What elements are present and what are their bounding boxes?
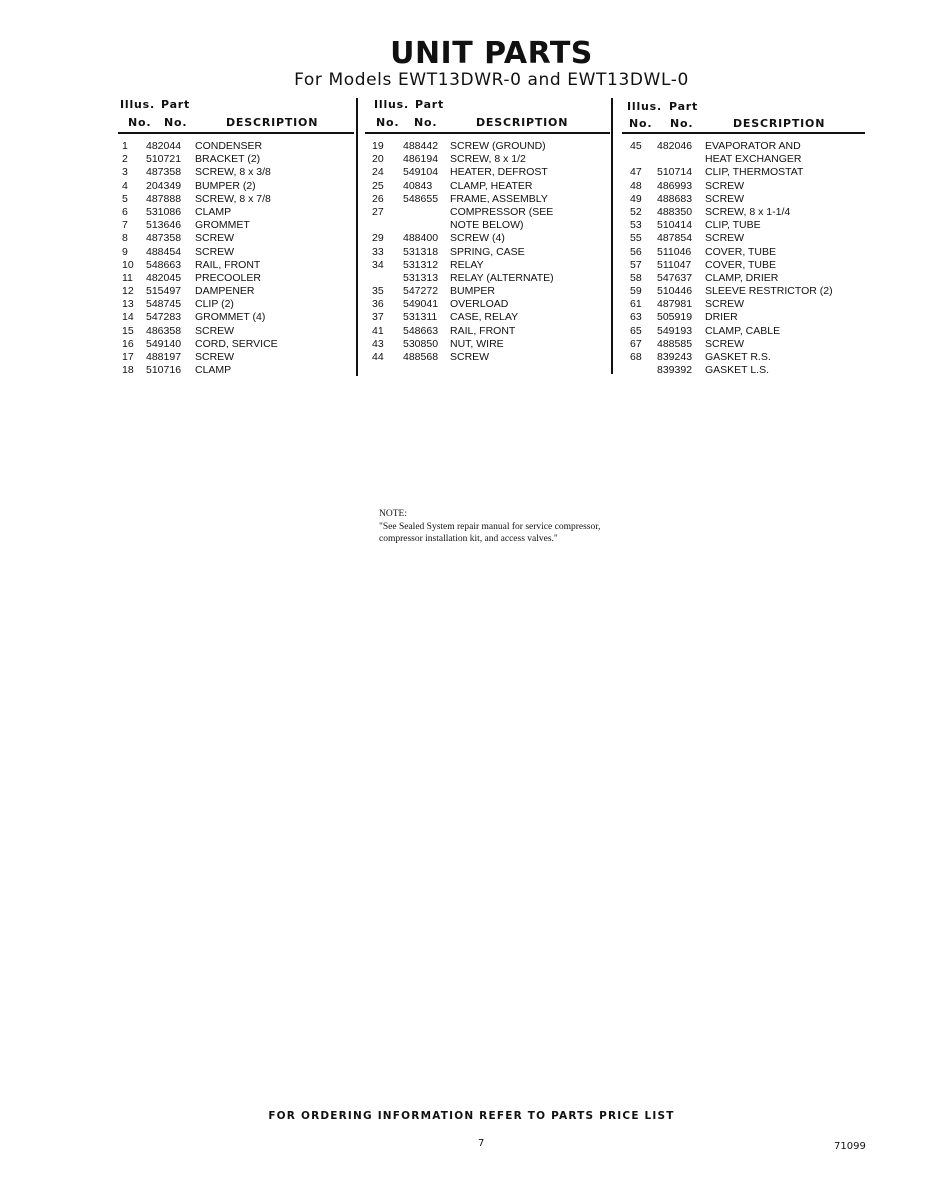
header-part: Part bbox=[415, 98, 445, 111]
part-description: HEAT EXCHANGER bbox=[705, 153, 802, 166]
part-number: 487854 bbox=[657, 232, 693, 245]
illus-number: 59 bbox=[630, 285, 642, 298]
illus-number: 14 bbox=[122, 311, 134, 324]
part-description: CLIP, THERMOSTAT bbox=[705, 166, 804, 179]
illus-number: 27 bbox=[372, 205, 384, 218]
illus-number: 12 bbox=[122, 285, 134, 298]
part-description: CLAMP, HEATER bbox=[450, 179, 533, 192]
illus-number: 57 bbox=[630, 258, 642, 271]
illus-number: 41 bbox=[372, 324, 384, 337]
note-text: "See Sealed System repair manual for service compressor, compressor installation kit, and access valves." bbox=[379, 521, 601, 544]
illus-number: 29 bbox=[372, 232, 384, 245]
part-number: 40843 bbox=[403, 179, 433, 192]
illus-number: 24 bbox=[372, 166, 384, 179]
part-description: GASKET R.S. bbox=[705, 351, 771, 363]
header-description: DESCRIPTION bbox=[733, 117, 826, 130]
part-number: 547637 bbox=[657, 271, 693, 284]
part-description: SCREW (4) bbox=[450, 232, 505, 245]
part-description: DRIER bbox=[705, 311, 738, 324]
part-description: SCREW, 8 x 1-1/4 bbox=[705, 205, 791, 218]
illus-number: 58 bbox=[630, 271, 642, 284]
illus-number: 49 bbox=[630, 192, 642, 205]
part-description: CASE, RELAY bbox=[450, 311, 519, 324]
part-description: NUT, WIRE bbox=[450, 337, 504, 350]
part-number: 511047 bbox=[657, 258, 692, 271]
illus-number: 2 bbox=[122, 153, 128, 166]
illus-number: 25 bbox=[372, 179, 384, 192]
part-description: NOTE BELOW) bbox=[450, 219, 524, 232]
part-description: OVERLOAD bbox=[450, 298, 509, 311]
part-number: 488454 bbox=[146, 245, 182, 258]
illus-number: 1 bbox=[122, 140, 128, 152]
illus-number: 65 bbox=[630, 324, 642, 337]
part-description: CONDENSER bbox=[195, 140, 263, 152]
illus-number: 37 bbox=[372, 311, 384, 324]
illus-number: 16 bbox=[122, 337, 134, 350]
part-description: CLAMP, DRIER bbox=[705, 271, 779, 284]
part-number: 487358 bbox=[146, 166, 182, 179]
note-block bbox=[379, 508, 619, 546]
part-number: 486194 bbox=[403, 153, 439, 166]
header-description: DESCRIPTION bbox=[226, 116, 319, 129]
part-description: RELAY bbox=[450, 258, 484, 271]
header-illus: Illus. bbox=[120, 98, 155, 111]
illus-number: 43 bbox=[372, 337, 384, 350]
part-number: 513646 bbox=[146, 219, 182, 232]
header-part: Part bbox=[669, 100, 699, 113]
part-number: 531086 bbox=[146, 205, 182, 218]
part-description: CLIP, TUBE bbox=[705, 219, 761, 232]
illus-number: 13 bbox=[122, 298, 134, 311]
illus-number: 20 bbox=[372, 153, 384, 166]
part-description: SCREW bbox=[705, 232, 745, 245]
part-description: CLIP (2) bbox=[195, 298, 234, 311]
part-number: 530850 bbox=[403, 337, 439, 350]
document-code: 71099 bbox=[834, 1141, 866, 1152]
illus-number: 48 bbox=[630, 179, 642, 192]
part-number: 548663 bbox=[403, 324, 439, 337]
part-number: 488442 bbox=[403, 140, 439, 152]
illus-number: 44 bbox=[372, 351, 384, 363]
illus-number: 35 bbox=[372, 285, 384, 298]
part-number: 486993 bbox=[657, 179, 693, 192]
header-description: DESCRIPTION bbox=[476, 116, 569, 129]
header-part: Part bbox=[161, 98, 191, 111]
illus-number: 47 bbox=[630, 166, 642, 179]
illus-number: 36 bbox=[372, 298, 384, 311]
part-number: 505919 bbox=[657, 311, 693, 324]
part-description: DAMPENER bbox=[195, 285, 255, 298]
page-subtitle: For Models EWT13DWR-0 and EWT13DWL-0 bbox=[294, 70, 689, 90]
part-number: 531313 bbox=[403, 271, 439, 284]
part-number: 549104 bbox=[403, 166, 439, 179]
part-number: 510721 bbox=[146, 153, 182, 166]
part-description: SPRING, CASE bbox=[450, 245, 525, 258]
part-number: 515497 bbox=[146, 285, 182, 298]
part-number: 547272 bbox=[403, 285, 439, 298]
header-rule bbox=[365, 132, 610, 134]
part-description: SCREW bbox=[705, 337, 745, 350]
illus-number: 7 bbox=[122, 219, 128, 232]
part-description: FRAME, ASSEMBLY bbox=[450, 192, 548, 205]
page-title: UNIT PARTS bbox=[390, 36, 593, 71]
page-number: 7 bbox=[478, 1138, 485, 1149]
part-description: SCREW, 8 x 7/8 bbox=[195, 192, 271, 205]
illus-number: 52 bbox=[630, 205, 642, 218]
illus-number: 26 bbox=[372, 192, 384, 205]
part-number: 482044 bbox=[146, 140, 182, 152]
part-number: 549140 bbox=[146, 337, 182, 350]
illus-number: 6 bbox=[122, 205, 128, 218]
part-number: 482045 bbox=[146, 271, 182, 284]
part-number: 510716 bbox=[146, 364, 182, 377]
illus-number: 5 bbox=[122, 192, 128, 205]
part-number: 488568 bbox=[403, 351, 439, 363]
part-description: RELAY (ALTERNATE) bbox=[450, 271, 554, 284]
part-description: GROMMET (4) bbox=[195, 311, 266, 324]
part-number: 510714 bbox=[657, 166, 693, 179]
part-number: 488400 bbox=[403, 232, 439, 245]
part-description: SCREW bbox=[450, 351, 490, 363]
part-description: SCREW bbox=[195, 232, 235, 245]
illus-number: 63 bbox=[630, 311, 642, 324]
part-description: SCREW bbox=[195, 245, 235, 258]
part-description: BUMPER bbox=[450, 285, 495, 298]
illus-number: 53 bbox=[630, 219, 642, 232]
part-number: 510414 bbox=[657, 219, 693, 232]
part-description: BRACKET (2) bbox=[195, 153, 261, 166]
part-number: 547283 bbox=[146, 311, 182, 324]
part-number: 549041 bbox=[403, 298, 439, 311]
part-description: HEATER, DEFROST bbox=[450, 166, 548, 179]
part-number: 839243 bbox=[657, 351, 693, 363]
part-description: SCREW, 8 x 1/2 bbox=[450, 153, 526, 166]
part-number: 548655 bbox=[403, 192, 439, 205]
part-number: 531311 bbox=[403, 311, 438, 324]
illus-number: 55 bbox=[630, 232, 642, 245]
part-description: CLAMP, CABLE bbox=[705, 324, 781, 337]
part-description: COMPRESSOR (SEE bbox=[450, 205, 554, 218]
part-number: 488683 bbox=[657, 192, 693, 205]
part-number: 488350 bbox=[657, 205, 693, 218]
part-description: BUMPER (2) bbox=[195, 179, 256, 192]
part-description: COVER, TUBE bbox=[705, 258, 776, 271]
illus-number: 33 bbox=[372, 245, 384, 258]
illus-number: 18 bbox=[122, 364, 134, 377]
header-no: No. bbox=[376, 116, 400, 129]
part-number: 488585 bbox=[657, 337, 693, 350]
part-description: EVAPORATOR AND bbox=[705, 140, 801, 152]
column-divider bbox=[611, 98, 613, 374]
header-rule bbox=[622, 132, 865, 134]
part-number: 486358 bbox=[146, 324, 182, 337]
header-no: No. bbox=[414, 116, 438, 129]
part-number: 482046 bbox=[657, 140, 693, 152]
part-number: 510446 bbox=[657, 285, 693, 298]
header-no: No. bbox=[670, 117, 694, 130]
part-description: RAIL, FRONT bbox=[195, 258, 261, 271]
part-number: 549193 bbox=[657, 324, 693, 337]
parts-column-headers bbox=[0, 98, 943, 132]
part-description: PRECOOLER bbox=[195, 271, 261, 284]
illus-number: 8 bbox=[122, 232, 128, 245]
part-description: SCREW, 8 x 3/8 bbox=[195, 166, 271, 179]
part-description: SCREW (GROUND) bbox=[450, 140, 546, 152]
part-description: SLEEVE RESTRICTOR (2) bbox=[705, 285, 833, 298]
header-no: No. bbox=[128, 116, 152, 129]
part-description: SCREW bbox=[705, 192, 745, 205]
part-description: SCREW bbox=[195, 351, 235, 363]
part-number: 487888 bbox=[146, 192, 182, 205]
part-number: 511046 bbox=[657, 245, 692, 258]
illus-number: 9 bbox=[122, 245, 128, 258]
part-description: GASKET L.S. bbox=[705, 364, 769, 377]
part-description: RAIL, FRONT bbox=[450, 324, 516, 337]
illus-number: 4 bbox=[122, 179, 128, 192]
part-number: 548745 bbox=[146, 298, 182, 311]
part-number: 548663 bbox=[146, 258, 182, 271]
illus-number: 15 bbox=[122, 324, 134, 337]
part-description: SCREW bbox=[195, 324, 235, 337]
part-description: GROMMET bbox=[195, 219, 250, 232]
illus-number: 68 bbox=[630, 351, 642, 363]
part-description: SCREW bbox=[705, 179, 745, 192]
part-number: 487981 bbox=[657, 298, 693, 311]
illus-number: 56 bbox=[630, 245, 642, 258]
illus-number: 17 bbox=[122, 351, 134, 363]
header-no: No. bbox=[629, 117, 653, 130]
part-number: 531312 bbox=[403, 258, 439, 271]
illus-number: 45 bbox=[630, 140, 642, 152]
part-description: CLAMP bbox=[195, 364, 232, 377]
part-number: 839392 bbox=[657, 364, 693, 377]
header-illus: Illus. bbox=[374, 98, 409, 111]
header-illus: Illus. bbox=[627, 100, 662, 113]
part-number: 488197 bbox=[146, 351, 182, 363]
part-number: 487358 bbox=[146, 232, 182, 245]
illus-number: 3 bbox=[122, 166, 128, 179]
part-number: 204349 bbox=[146, 179, 182, 192]
part-description: CORD, SERVICE bbox=[195, 337, 278, 350]
illus-number: 67 bbox=[630, 337, 642, 350]
part-description: SCREW bbox=[705, 298, 745, 311]
ordering-info-footer: FOR ORDERING INFORMATION REFER TO PARTS PRICE LIST bbox=[268, 1110, 675, 1122]
illus-number: 19 bbox=[372, 140, 384, 152]
note-label: NOTE: bbox=[379, 509, 407, 519]
header-rule bbox=[118, 132, 354, 134]
column-divider bbox=[356, 98, 358, 376]
part-number: 531318 bbox=[403, 245, 439, 258]
illus-number: 10 bbox=[122, 258, 134, 271]
illus-number: 61 bbox=[630, 298, 642, 311]
part-description: COVER, TUBE bbox=[705, 245, 776, 258]
header-no: No. bbox=[164, 116, 188, 129]
illus-number: 11 bbox=[122, 271, 133, 284]
illus-number: 34 bbox=[372, 258, 384, 271]
part-description: CLAMP bbox=[195, 205, 232, 218]
